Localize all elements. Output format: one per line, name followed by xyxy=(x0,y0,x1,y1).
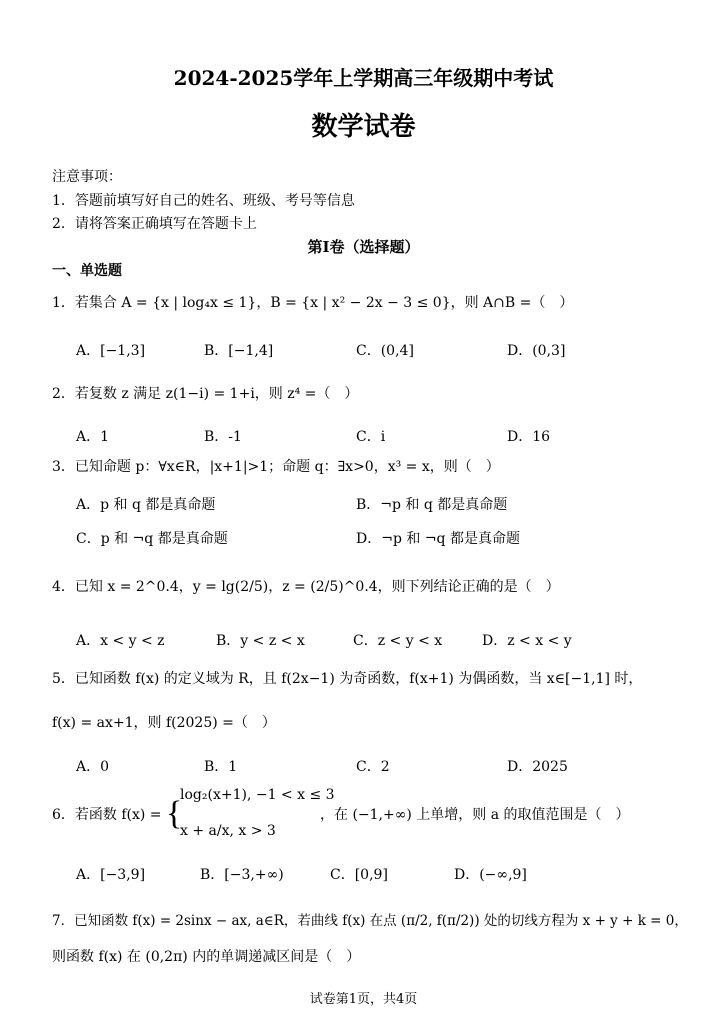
question-2-stem: 2．若复数 z 满足 z(1−i) = 1+i，则 z⁴ =（ ） xyxy=(52,386,359,402)
q1-option-a: A．[−1,3] xyxy=(76,343,146,359)
q6-option-d: D．(−∞,9] xyxy=(454,867,527,883)
section-title: 一、单选题 xyxy=(52,263,122,279)
piecewise-brace: { xyxy=(166,795,183,832)
question-7-stem-cont: 则函数 f(x) 在 (0,2π) 内的单调递减区间是（ ） xyxy=(52,949,361,965)
question-6-stem-left: 6．若函数 f(x) = xyxy=(52,807,162,823)
q6-case-2: x + a/x, x > 3 xyxy=(180,823,276,839)
part-title: 第Ⅰ卷（选择题） xyxy=(307,238,420,256)
question-7-stem: 7．已知函数 f(x) = 2sinx − ax, a∈R，若曲线 f(x) 在点 (π/2, f(π/2)) 处的切线方程为 x + y + k = 0， xyxy=(52,913,688,929)
q4-option-b: B．y < z < x xyxy=(216,633,305,649)
q2-option-a: A．1 xyxy=(76,429,110,445)
q5-option-b: B．1 xyxy=(204,759,238,775)
q1-option-b: B．[−1,4] xyxy=(204,343,274,359)
q5-option-a: A．0 xyxy=(76,759,110,775)
q5-option-d: D．2025 xyxy=(507,759,568,775)
question-5-stem-cont: f(x) = ax+1，则 f(2025) =（ ） xyxy=(52,715,276,731)
exam-title: 2024-2025学年上学期高三年级期中考试 xyxy=(173,66,554,90)
page-footer: 试卷第1页，共4页 xyxy=(309,992,418,1007)
notice-item-2: 2．请将答案正确填写在答题卡上 xyxy=(52,216,257,232)
q3-option-a: A．p 和 q 都是真命题 xyxy=(76,497,216,513)
question-3-stem: 3．已知命题 p：∀x∈R，|x+1|>1；命题 q：∃x>0，x³ = x，则（ ） xyxy=(52,459,500,475)
question-5-stem: 5．已知函数 f(x) 的定义域为 R，且 f(2x−1) 为奇函数，f(x+1) 为偶函数，当 x∈[−1,1] 时， xyxy=(52,671,643,687)
q5-option-c: C．2 xyxy=(356,759,390,775)
q1-option-d: D．(0,3] xyxy=(507,343,566,359)
q3-option-c: C．p 和 ¬q 都是真命题 xyxy=(76,531,228,547)
question-1-stem: 1．若集合 A = {x | log₄x ≤ 1}，B = {x | x² − 2x − 3 ≤ 0}，则 A∩B =（ ） xyxy=(52,295,574,311)
q2-option-d: D．16 xyxy=(507,429,551,445)
q6-option-a: A．[−3,9] xyxy=(76,867,146,883)
q4-option-a: A．x < y < z xyxy=(76,633,165,649)
q1-option-c: C．(0,4] xyxy=(356,343,414,359)
q4-option-c: C．z < y < x xyxy=(353,633,443,649)
question-4-stem: 4．已知 x = 2^0.4，y = lg(2/5)，z = (2/5)^0.4，则下列结论正确的是（ ） xyxy=(52,579,560,595)
q3-option-d: D．¬p 和 ¬q 都是真命题 xyxy=(356,531,520,547)
notice-item-1: 1．答题前填写好自己的姓名、班级、考号等信息 xyxy=(52,193,355,209)
q2-option-b: B．-1 xyxy=(204,429,242,445)
q3-option-b: B．¬p 和 q 都是真命题 xyxy=(356,497,508,513)
question-6-stem-right: ，在 (−1,+∞) 上单增，则 a 的取值范围是（ ） xyxy=(320,807,630,823)
notice-label: 注意事项： xyxy=(52,169,122,185)
q4-option-d: D．z < x < y xyxy=(482,633,572,649)
exam-subtitle: 数学试卷 xyxy=(311,112,416,142)
q2-option-c: C．i xyxy=(356,429,386,445)
q6-option-b: B．[−3,+∞) xyxy=(200,867,284,883)
q6-option-c: C．[0,9] xyxy=(330,867,388,883)
q6-case-1: log₂(x+1), −1 < x ≤ 3 xyxy=(180,787,335,803)
